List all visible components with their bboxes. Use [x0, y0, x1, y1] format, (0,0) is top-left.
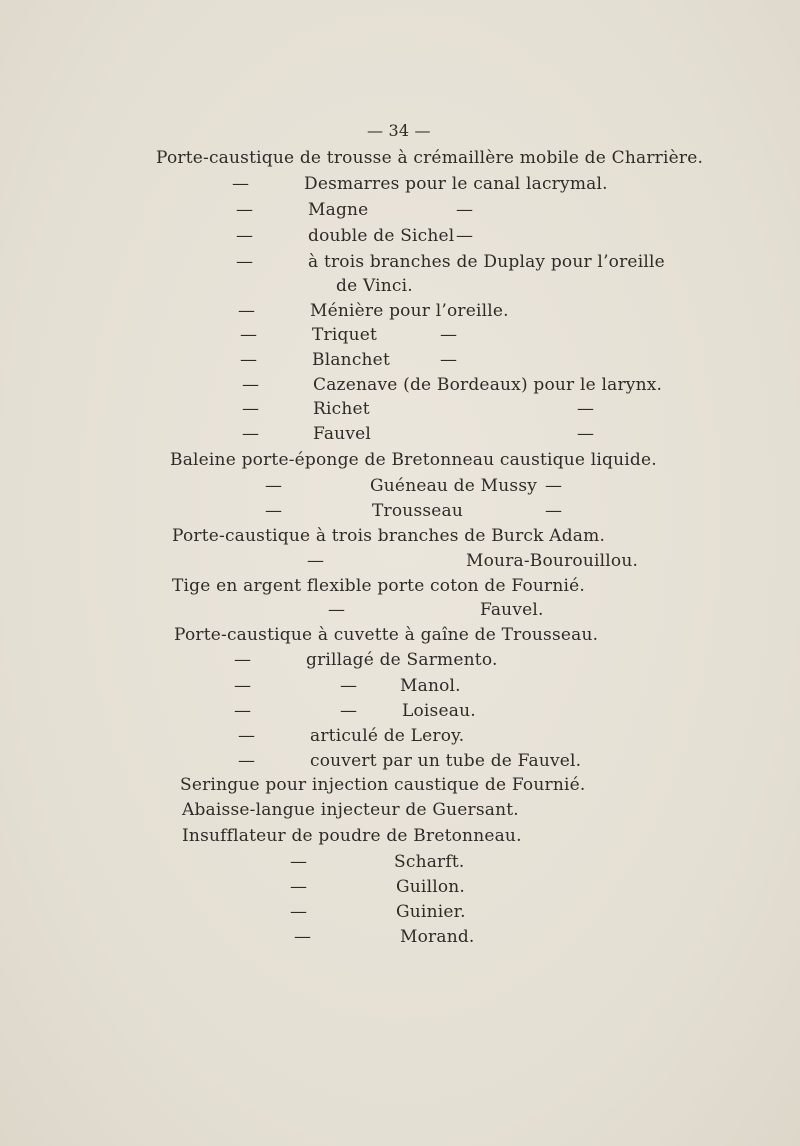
ditto-dash: — — [238, 301, 256, 321]
ditto-dash: — — [232, 174, 250, 194]
text-line: Porte-caustique à cuvette à gaîne de Trousseau. — [174, 625, 599, 645]
text-line: Manol. — [400, 676, 461, 696]
ditto-dash: — — [456, 200, 474, 220]
ditto-dash: — — [236, 252, 254, 272]
ditto-dash: — — [242, 399, 260, 419]
ditto-dash: — — [234, 676, 252, 696]
ditto-dash: — — [340, 676, 358, 696]
text-line: Desmarres pour le canal lacrymal. — [304, 174, 608, 194]
ditto-dash: — — [240, 325, 258, 345]
ditto-dash: — — [236, 226, 254, 246]
text-line: Porte-caustique de trousse à crémaillère mobile de Charrière. — [156, 148, 704, 168]
text-line: Abaisse-langue injecteur de Guersant. — [182, 800, 519, 820]
text-line: couvert par un tube de Fauvel. — [310, 751, 582, 771]
ditto-dash: — — [290, 877, 308, 897]
ditto-dash: — — [456, 226, 474, 246]
text-line: Ménière pour l’oreille. — [310, 301, 509, 321]
ditto-dash: — — [545, 501, 563, 521]
text-line: grillagé de Sarmento. — [306, 650, 498, 670]
text-line: Blanchet — [312, 350, 390, 370]
text-line: Cazenave (de Bordeaux) pour le larynx. — [313, 375, 663, 395]
ditto-dash: — — [340, 701, 358, 721]
ditto-dash: — — [290, 852, 308, 872]
text-line: double de Sichel — [308, 226, 455, 246]
text-line: Guillon. — [396, 877, 466, 897]
ditto-dash: — — [238, 751, 256, 771]
text-line: Seringue pour injection caustique de Fournié. — [180, 775, 586, 795]
text-line: Loiseau. — [402, 701, 476, 721]
text-line: Moura-Bourouillou. — [466, 551, 639, 571]
ditto-dash: — — [290, 902, 308, 922]
ditto-dash: — — [238, 726, 256, 746]
text-line: Insufflateur de poudre de Bretonneau. — [182, 826, 522, 846]
text-line: Trousseau — [372, 501, 464, 521]
ditto-dash: — — [577, 424, 595, 444]
text-line: Morand. — [400, 927, 475, 947]
ditto-dash: — — [294, 927, 312, 947]
text-line: articulé de Leroy. — [310, 726, 465, 746]
text-line: Fauvel — [313, 424, 372, 444]
ditto-dash: — — [265, 501, 283, 521]
text-line: Guinier. — [396, 902, 466, 922]
ditto-dash: — — [440, 325, 458, 345]
ditto-dash: — — [240, 350, 258, 370]
ditto-dash: — — [265, 476, 283, 496]
ditto-dash: — — [545, 476, 563, 496]
page-number: — 34 — — [367, 121, 431, 140]
ditto-dash: — — [328, 600, 346, 620]
ditto-dash: — — [234, 650, 252, 670]
text-line: à trois branches de Duplay pour l’oreille — [308, 252, 665, 272]
ditto-dash: — — [577, 399, 595, 419]
text-line: Fauvel. — [480, 600, 544, 620]
ditto-dash: — — [242, 424, 260, 444]
text-line: Scharft. — [394, 852, 465, 872]
text-line: de Vinci. — [336, 276, 413, 296]
ditto-dash: — — [440, 350, 458, 370]
ditto-dash: — — [307, 551, 325, 571]
text-line: Triquet — [312, 325, 378, 345]
text-line: Tige en argent flexible porte coton de Fournié. — [172, 576, 586, 596]
ditto-dash: — — [242, 375, 260, 395]
text-line: Magne — [308, 200, 369, 220]
ditto-dash: — — [234, 701, 252, 721]
text-line: Porte-caustique à trois branches de Burck Adam. — [172, 526, 606, 546]
ditto-dash: — — [236, 200, 254, 220]
text-line: Guéneau de Mussy — [370, 476, 538, 496]
text-line: Baleine porte-éponge de Bretonneau caustique liquide. — [170, 450, 657, 470]
text-line: Richet — [313, 399, 370, 419]
